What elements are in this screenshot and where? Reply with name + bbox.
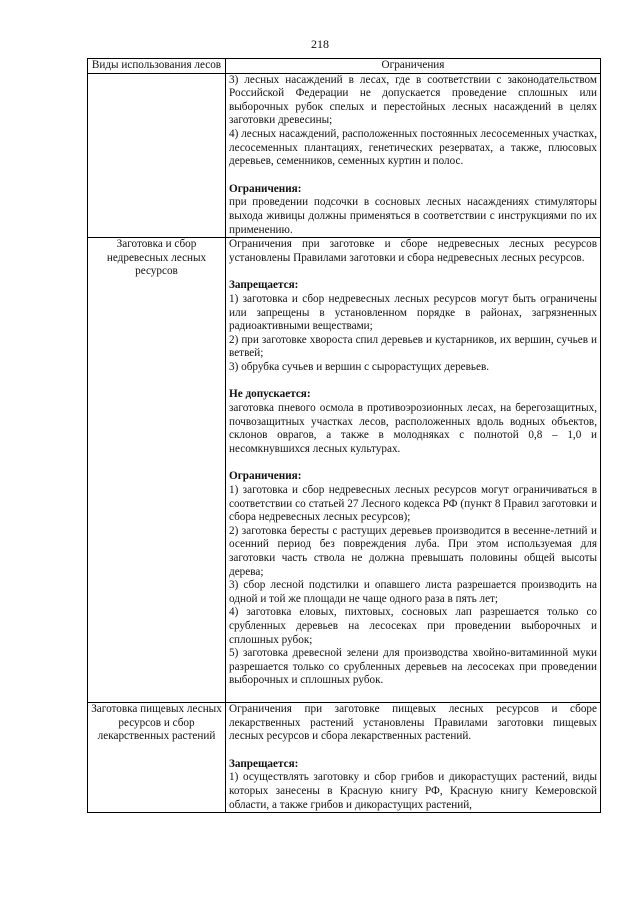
restriction-line: Ограничения при заготовке и сборе недревесных лесных ресурсов установлены Правилами заготовки и сбора недревесных лесных ресурсов.	[229, 238, 597, 264]
block-heading: Ограничения:	[229, 182, 302, 195]
restrictions-cell	[226, 702, 601, 812]
restriction-line: 1) осуществлять заготовку и сбор грибов и дикорастущих растений, виды которых занесены в Красную книгу РФ, Красную книгу Кемеровской области, а также грибов и дикорастущих растений,	[229, 771, 597, 811]
table-row	[88, 238, 601, 703]
restriction-line: 1) заготовка и сбор недревесных лесных ресурсов могут быть ограничены или запрещены в установленном порядке в районах, загрязненных радиоактивными веществами;	[229, 292, 597, 333]
restrictions-cell	[226, 73, 601, 238]
table-row	[88, 702, 601, 812]
table-row	[88, 73, 601, 238]
block-heading: Ограничения:	[229, 470, 302, 483]
restrictions-cell	[226, 238, 601, 703]
block-heading: Не допускается:	[229, 388, 311, 401]
usage-type-cell	[88, 73, 226, 238]
restriction-line: 4) лесных насаждений, расположенных постоянных лесосеменных участках, лесосеменных плантациях, генетических резерватах, а также, плюсовых деревьев, семенников, семенных куртин и полос.	[229, 127, 597, 168]
table-header-row	[88, 59, 601, 74]
restriction-line: Ограничения при заготовке пищевых лесных ресурсов и сборе лекарственных растений установлены Правилами заготовки пищевых лесных ресурсов и сбора лекарственных растений.	[229, 702, 597, 743]
restriction-line: 2) заготовка бересты с растущих деревьев производится в весенне-летний и осенний период без повреждения луба. При этом используемая для заготовки часть ствола не должна превышать половины общей высоты дерева;	[229, 524, 597, 578]
restriction-line: 2) при заготовке хвороста спил деревьев и кустарников, их вершин, сучьев и ветвей;	[229, 333, 597, 360]
page-number: 218	[311, 37, 329, 51]
block-heading: Запрещается:	[229, 757, 299, 770]
restrictions-table	[87, 58, 601, 813]
column-header-restrictions: Ограничения	[226, 59, 601, 74]
column-header-usage-type: Виды использования лесов	[88, 59, 226, 74]
restriction-line: 3) лесных насаждений в лесах, где в соответствии с законодательством Российской Федерации не допускается проведение сплошных или выборочных рубок спелых и перестойных лесных насаждений в целях заготовки древесины;	[229, 73, 597, 127]
restriction-line: 5) заготовка древесной зелени для производства хвойно-витаминной муки разрешается только со срубленных деревьев на лесосеках при проведении выборочных и сплошных рубок.	[229, 647, 597, 687]
restriction-line: 3) обрубка сучьев и вершин с сырорастущих деревьев.	[229, 360, 490, 373]
block-heading: Запрещается:	[229, 279, 299, 292]
restriction-line: 1) заготовка и сбор недревесных лесных ресурсов могут ограничиваться в соответствии со статьей 27 Лесного кодекса РФ (пункт 8 Правил заготовки и сбора недревесных лесных ресурсов);	[229, 484, 597, 524]
restriction-line: 4) заготовка еловых, пихтовых, сосновых лап разрешается только со срубленных деревьев на лесосеках при проведении выборочных и сплошных рубок;	[229, 606, 597, 646]
usage-type-cell: Заготовка пищевых лесных ресурсов и сбор лекарственных растений	[88, 702, 226, 812]
restriction-line: при проведении подсочки в сосновых лесных насаждениях стимуляторы выхода живицы должны применяться в соответствии с инструкциями по их применению.	[229, 196, 597, 236]
restriction-line: 3) сбор лесной подстилки и опавшего листа разрешается производить на одной и той же площади не чаще одного раза в пять лет;	[229, 579, 597, 605]
restriction-line: заготовка пневого осмола в противоэрозионных лесах, на берегозащитных, почвозащитных участках лесов, расположенных вдоль водных объектов, склонов оврагов, а также в молодняках с полнотой 0,8 – 1,0 и несомкнувшихся лесных культурах.	[229, 402, 597, 455]
usage-type-cell: Заготовка и сбор недревесных лесных ресурсов	[88, 238, 226, 703]
